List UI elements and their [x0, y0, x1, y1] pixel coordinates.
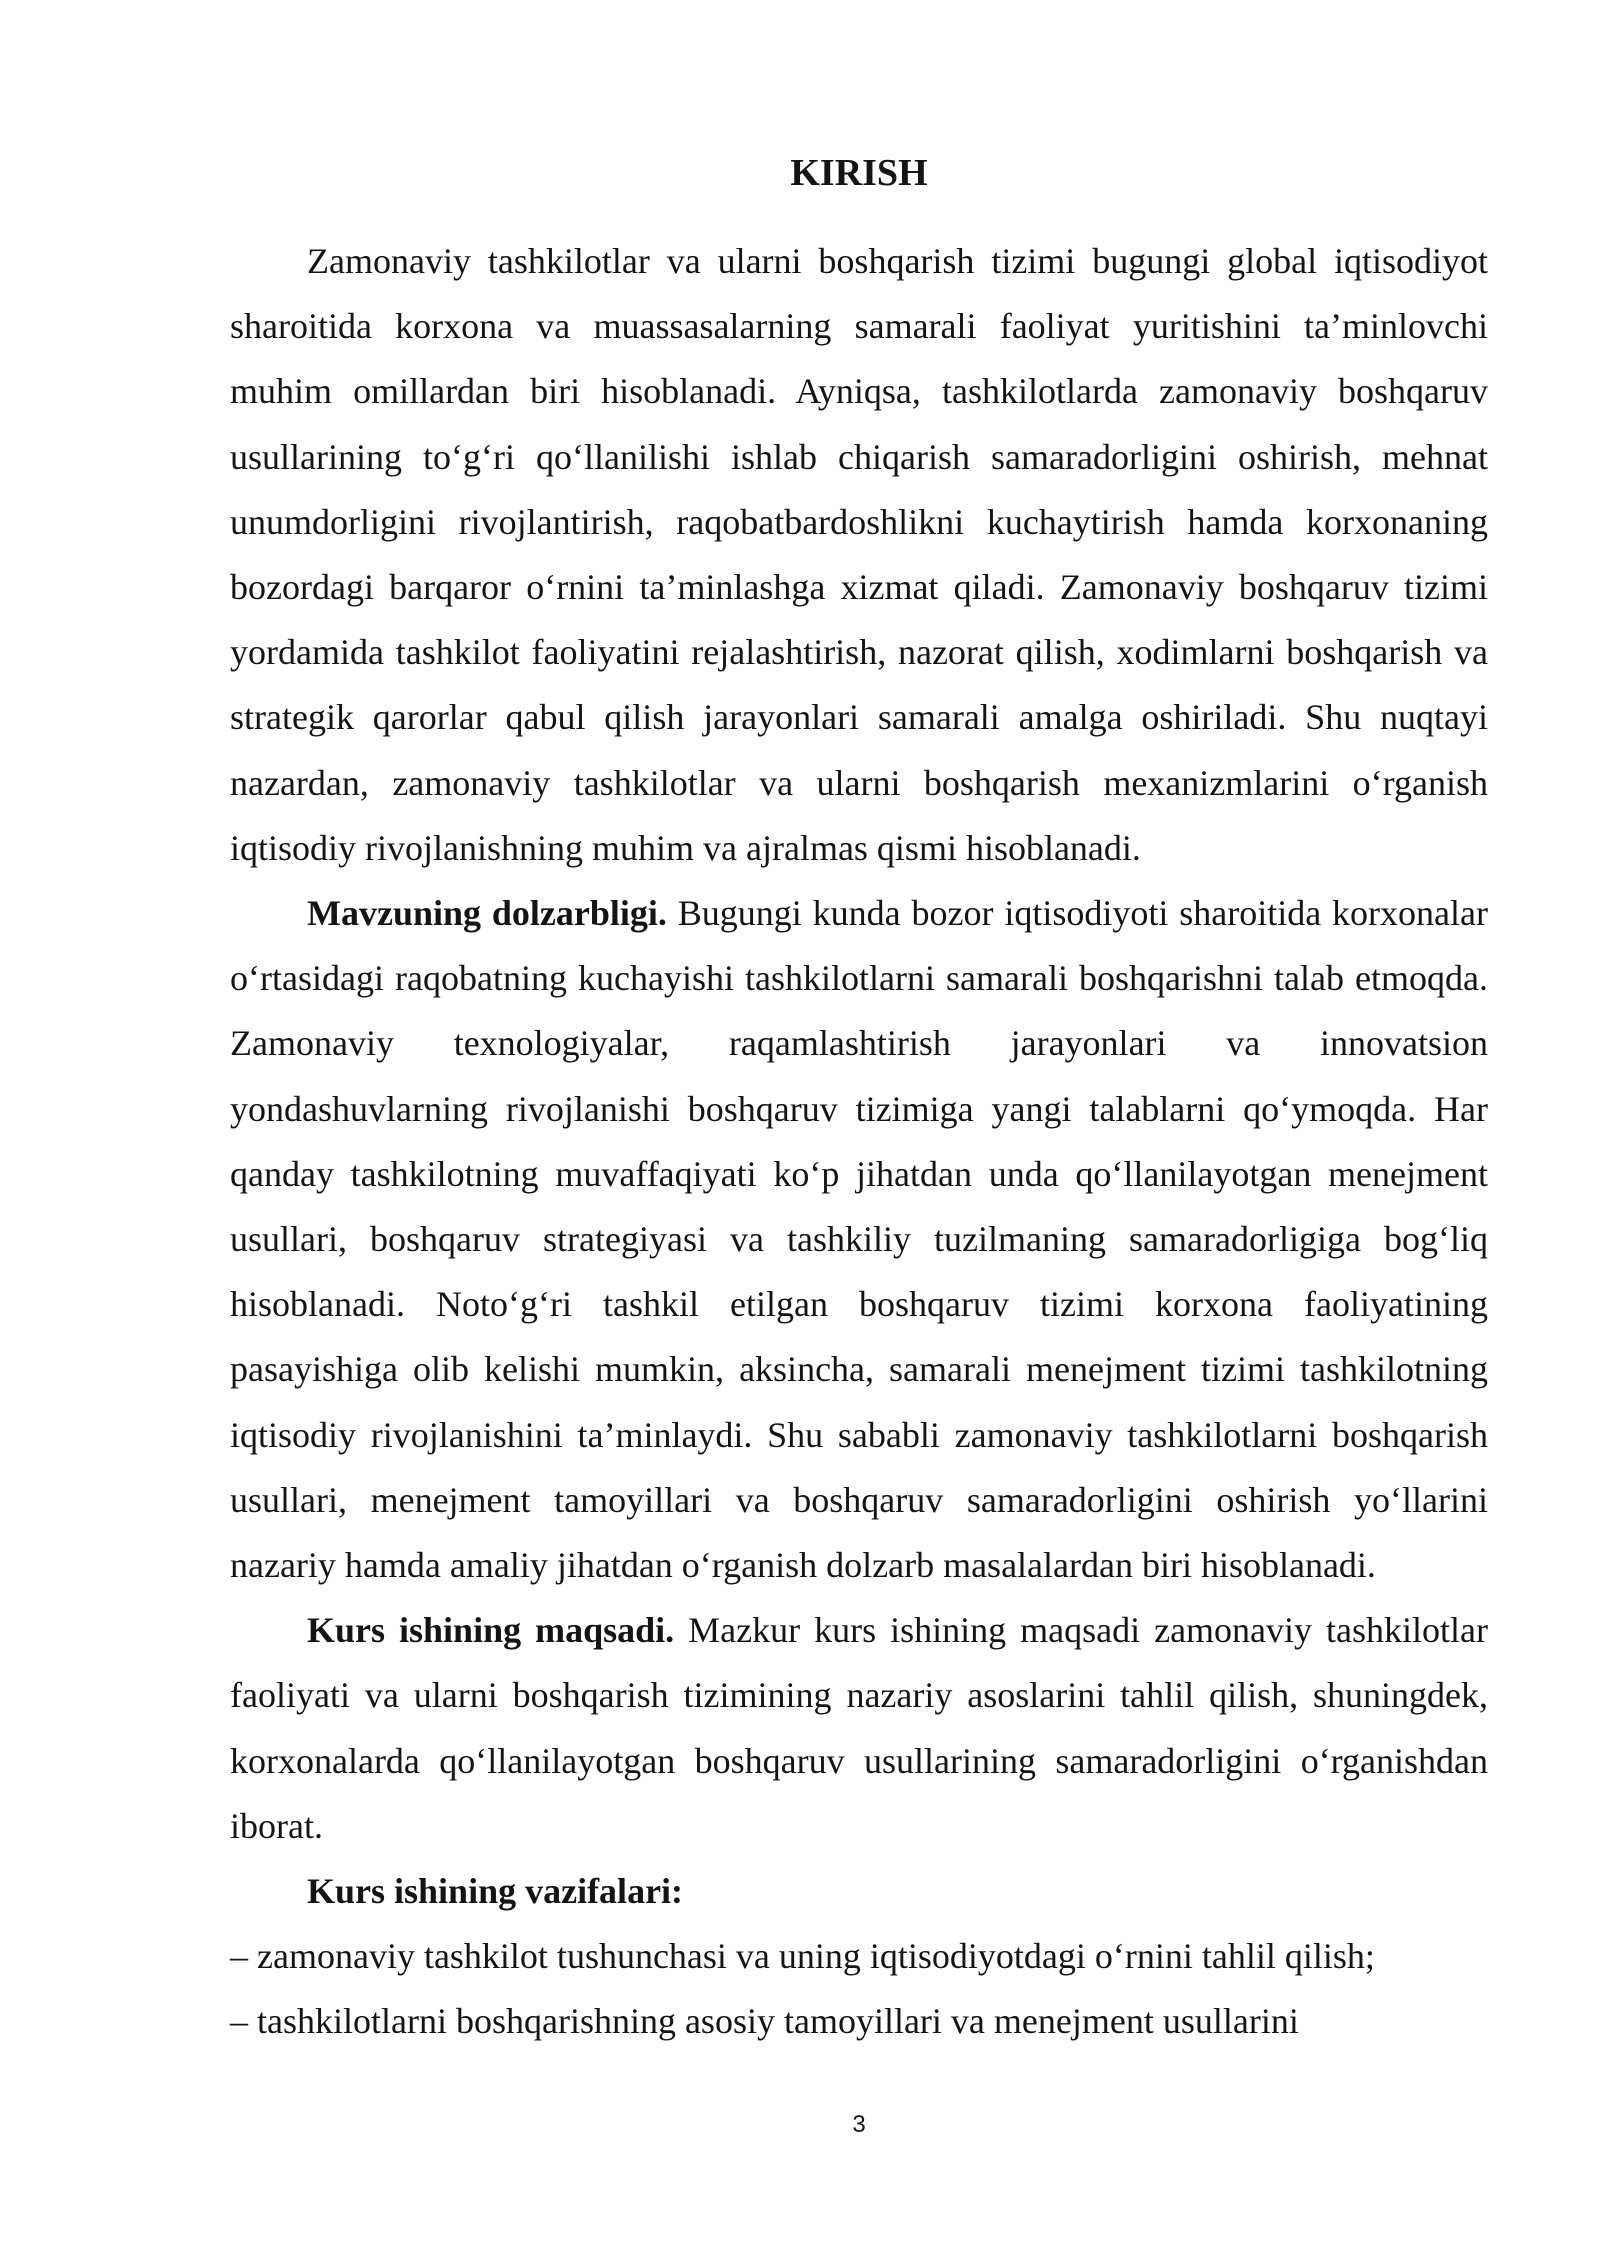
paragraph-lead: Kurs ishining maqsadi.: [307, 1610, 675, 1651]
paragraph-lead: Mavzuning dolzarbligi.: [307, 893, 667, 934]
intro-paragraph: [230, 229, 1488, 881]
page-number: 3: [852, 2111, 866, 2138]
tasks-heading: Kurs ishining vazifalari:: [307, 1871, 684, 1912]
document-page: [230, 0, 1488, 2262]
goal-paragraph: [230, 1598, 1488, 1859]
paragraph-text: Bugungi kunda bozor iqtisodiyoti sharoitida korxonalar o‘rtasidagi raqobatning kuchayishi tashkilotlarni samarali boshqarishni talab etmoqda. Zamonaviy texnologiyalar, raqamlashtirish jarayonlari va innovatsion yondashuvlarning rivojlanishi boshqaruv tizimiga yangi talablarni qo‘ymoqda. Har qanday tashkilotning muvaffaqiyati ko‘p jihatdan unda qo‘llanilayotgan menejment usullari, boshqaruv strategiyasi va tashkiliy tuzilmaning samaradorligiga bog‘liq hisoblanadi. Noto‘g‘ri tashkil etilgan boshqaruv tizimi korxona faoliyatining pasayishiga olib kelishi mumkin, aksincha, samarali menejment tizimi tashkilotning iqtisodiy rivojlanishini ta’minlaydi. Shu sababli zamonaviy tashkilotlarni boshqarish usullari, menejment tamoyillari va boshqaruv samaradorligini oshirish yo‘llarini nazariy hamda amaliy jihatdan o‘rganish dolzarb masalalardan biri hisoblanadi.: [230, 893, 1488, 1586]
list-item: – zamonaviy tashkilot tushunchasi va uning iqtisodiyotdagi o‘rnini tahlil qilish;: [230, 1936, 1375, 1977]
list-item: – tashkilotlarni boshqarishning asosiy tamoyillari va menejment usullarini: [230, 2001, 1299, 2042]
paragraph-text: Mazkur kurs ishining maqsadi zamonaviy tashkilotlar faoliyati va ularni boshqarish tizimining nazariy asoslarini tahlil qilish, shuningdek, korxonalarda qo‘llanilayotgan boshqaruv usullarining samaradorligini o‘rganishdan iborat.: [230, 1610, 1488, 1846]
document-body: [230, 229, 1488, 2055]
paragraph-text: Zamonaviy tashkilotlar va ularni boshqarish tizimi bugungi global iqtisodiyot sharoitida korxona va muassasalarning samarali faoliyat yuritishini ta’minlovchi muhim omillardan biri hisoblanadi. Ayniqsa, tashkilotlarda zamonaviy boshqaruv usullarining to‘g‘ri qo‘llanilishi ishlab chiqarish samaradorligini oshirish, mehnat unumdorligini rivojlantirish, raqobatbardoshlikni kuchaytirish hamda korxonaning bozordagi barqaror o‘rnini ta’minlashga xizmat qiladi. Zamonaviy boshqaruv tizimi yordamida tashkilot faoliyatini rejalashtirish, nazorat qilish, xodimlarni boshqarish va strategik qarorlar qabul qilish jarayonlari samarali amalga oshiriladi. Shu nuqtayi nazardan, zamonaviy tashkilotlar va ularni boshqarish mexanizmlarini o‘rganish iqtisodiy rivojlanishning muhim va ajralmas qismi hisoblanadi.: [230, 241, 1488, 868]
relevance-paragraph: [230, 881, 1488, 1598]
page-title: KIRISH: [790, 152, 928, 194]
